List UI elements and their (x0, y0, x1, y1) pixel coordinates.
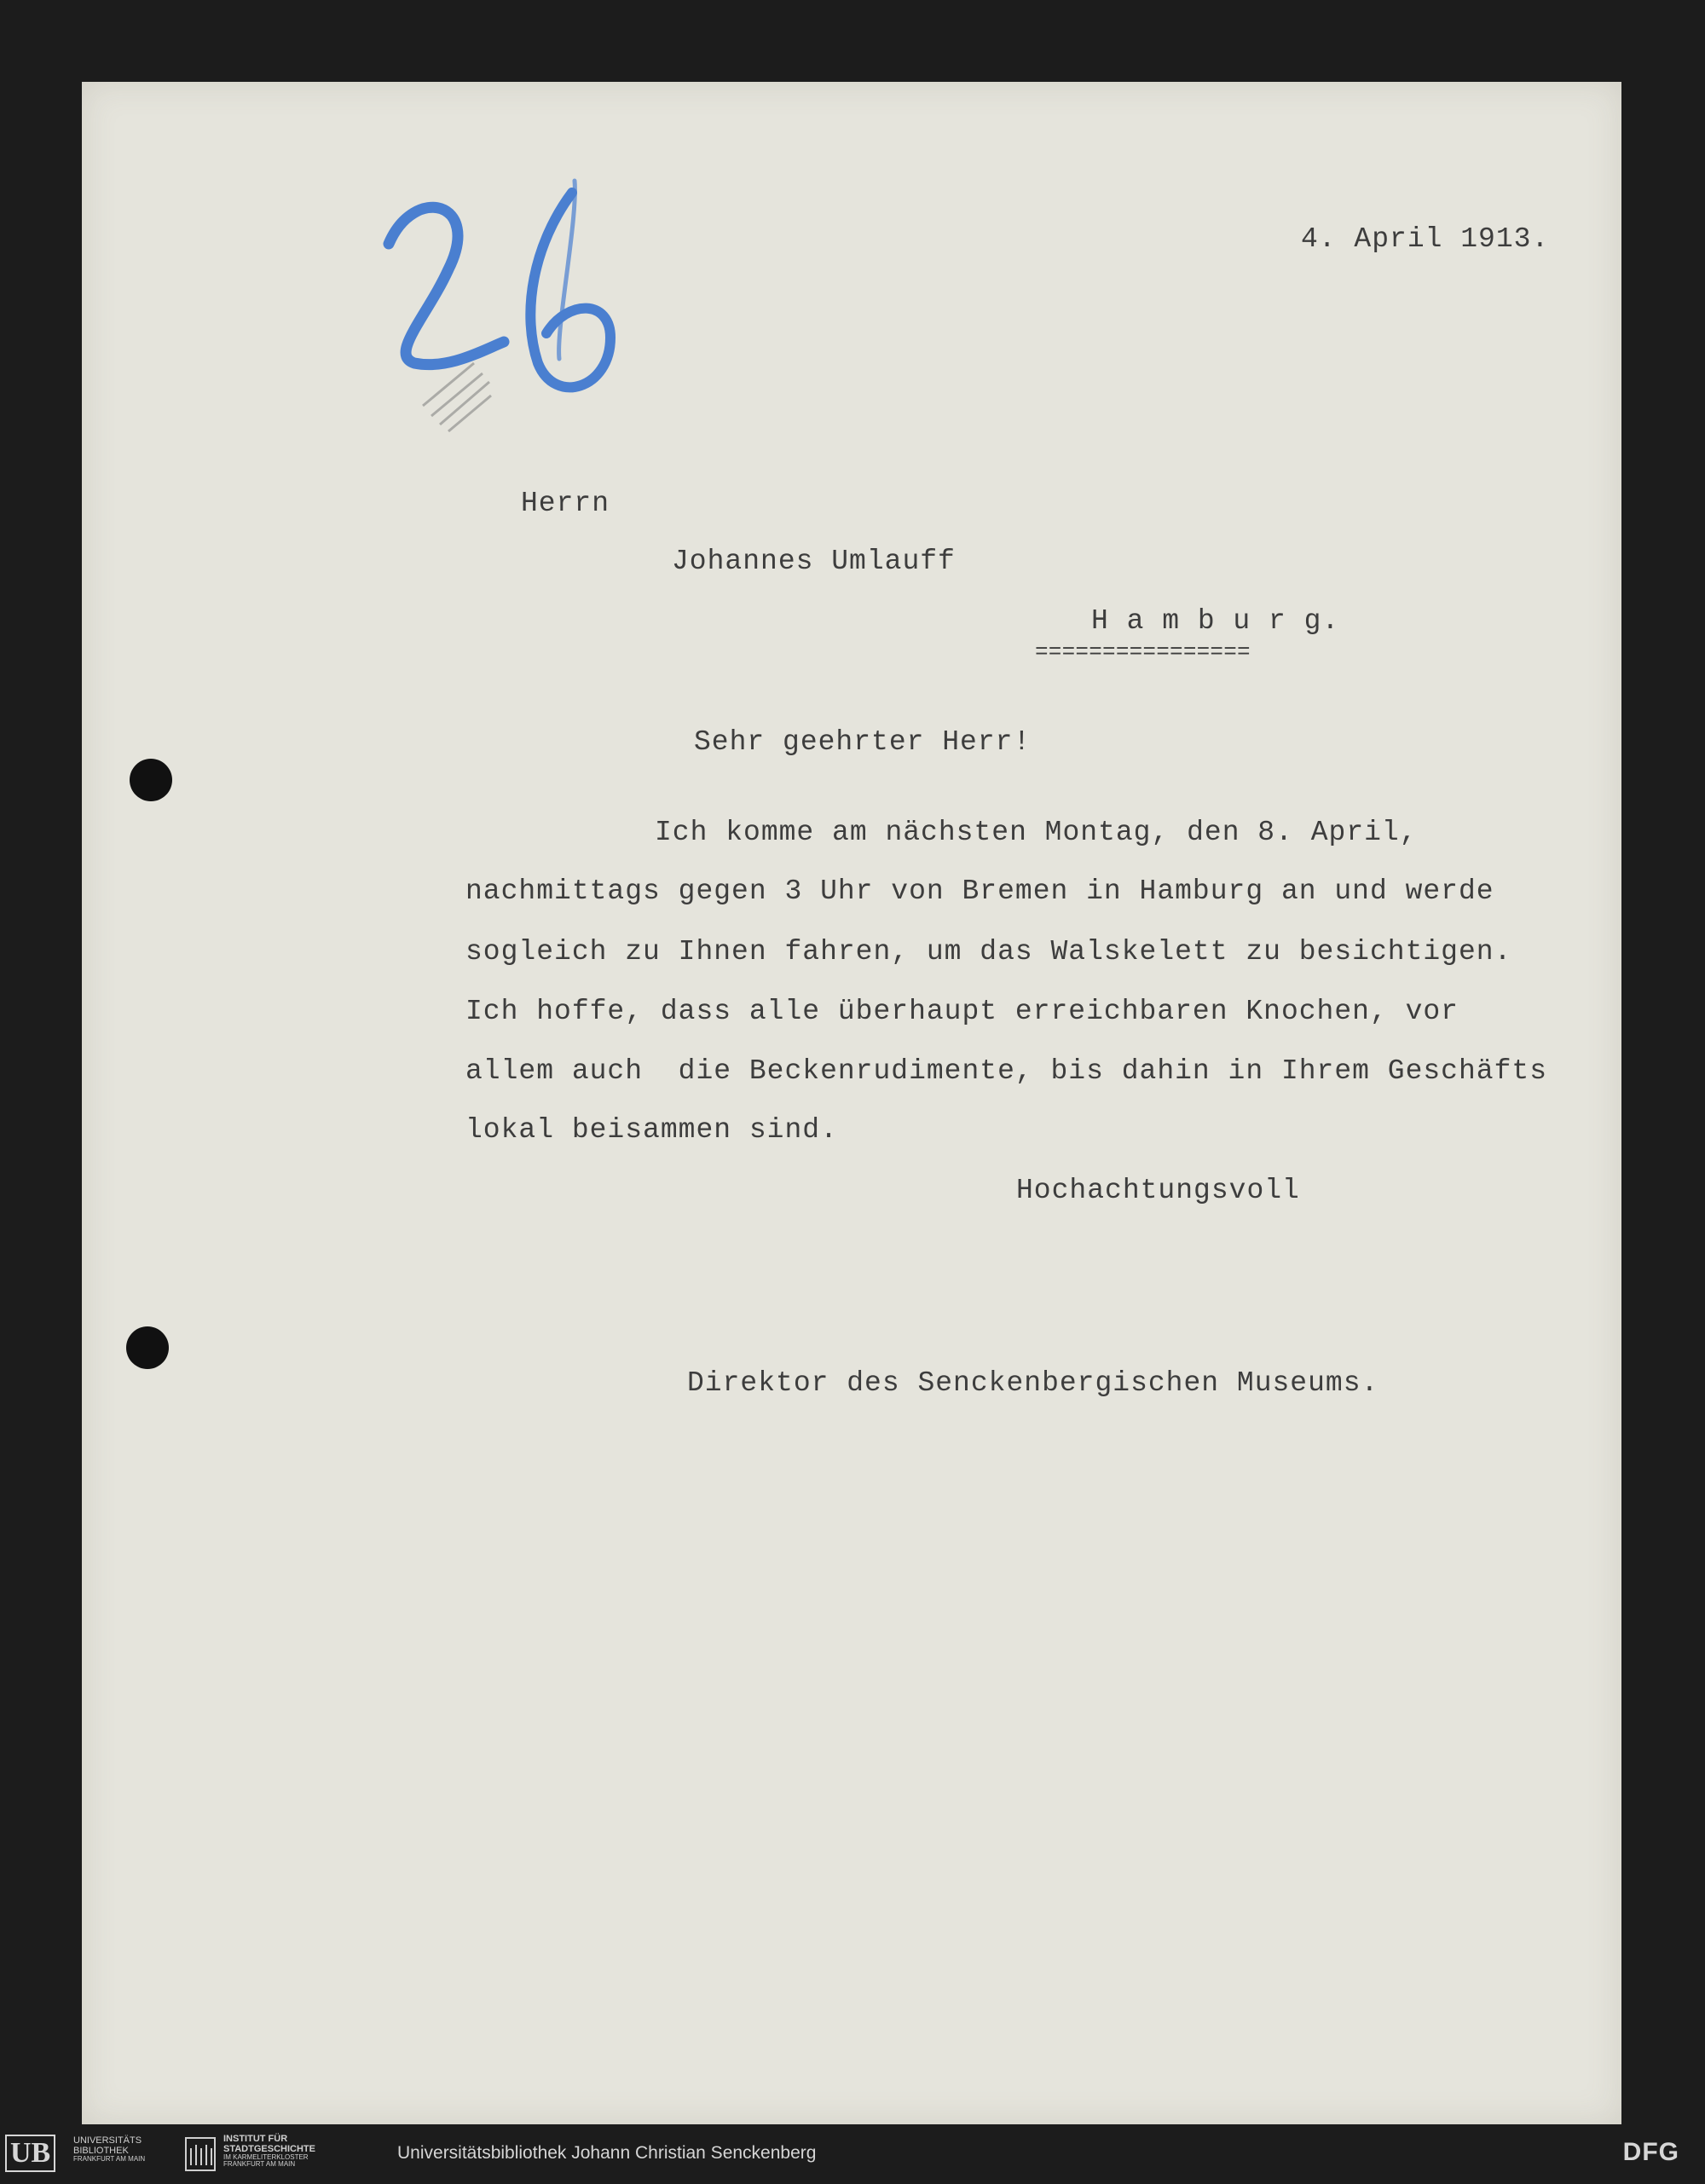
library-name: Universitätsbibliothek Johann Christian Senckenberg (397, 2143, 817, 2163)
isg-logo-icon (184, 2136, 217, 2172)
dfg-logo: DFG (1622, 2138, 1679, 2166)
isg-logo (184, 2131, 355, 2179)
body-line-5: allem auch die Beckenrudimente, bis dahin in Ihrem Geschäfts (465, 1055, 1547, 1087)
isg-logo-line-4: FRANKFURT AM MAIN (223, 2160, 296, 2169)
ub-logo (5, 2131, 176, 2179)
salutation-title: Herrn (521, 488, 610, 519)
isg-logo-line-3: IM KARMELITERKLOSTER (223, 2153, 309, 2162)
closing: Hochachtungsvoll (1016, 1175, 1300, 1206)
body-line-3: sogleich zu Ihnen fahren, um das Walskelett zu besichtigen. (465, 936, 1512, 968)
letter-page (82, 82, 1621, 2124)
punch-hole-bottom (126, 1326, 169, 1369)
punch-hole-top (130, 759, 172, 801)
city-underline: ================ (1035, 639, 1251, 665)
signature-title: Direktor des Senckenbergischen Museums. (687, 1367, 1379, 1399)
archive-number-handwritten (355, 150, 696, 457)
ub-logo-line-3: FRANKFURT AM MAIN (73, 2155, 146, 2164)
greeting: Sehr geehrter Herr! (694, 726, 1032, 758)
body-line-6: lokal beisammen sind. (465, 1114, 838, 1146)
body-line-4: Ich hoffe, dass alle überhaupt erreichbaren Knochen, vor (465, 996, 1459, 1027)
body-line-2: nachmittags gegen 3 Uhr von Bremen in Hamburg an und werde (465, 875, 1494, 907)
isg-logo-line-2: STADTGESCHICHTE (223, 2143, 315, 2154)
ub-logo-mark: UB (5, 2135, 55, 2172)
ub-logo-line-1: UNIVERSITÄTS (73, 2135, 142, 2146)
isg-logo-line-1: INSTITUT FÜR (223, 2134, 288, 2144)
body-line-1: Ich komme am nächsten Montag, den 8. April, (655, 817, 1418, 848)
recipient-city: H a m b u r g. (1091, 605, 1340, 637)
letter-date: 4. April 1913. (1301, 223, 1550, 255)
recipient-name: Johannes Umlauff (672, 546, 956, 577)
footer-bar (0, 2124, 1705, 2184)
ub-logo-line-2: BIBLIOTHEK (73, 2145, 129, 2156)
